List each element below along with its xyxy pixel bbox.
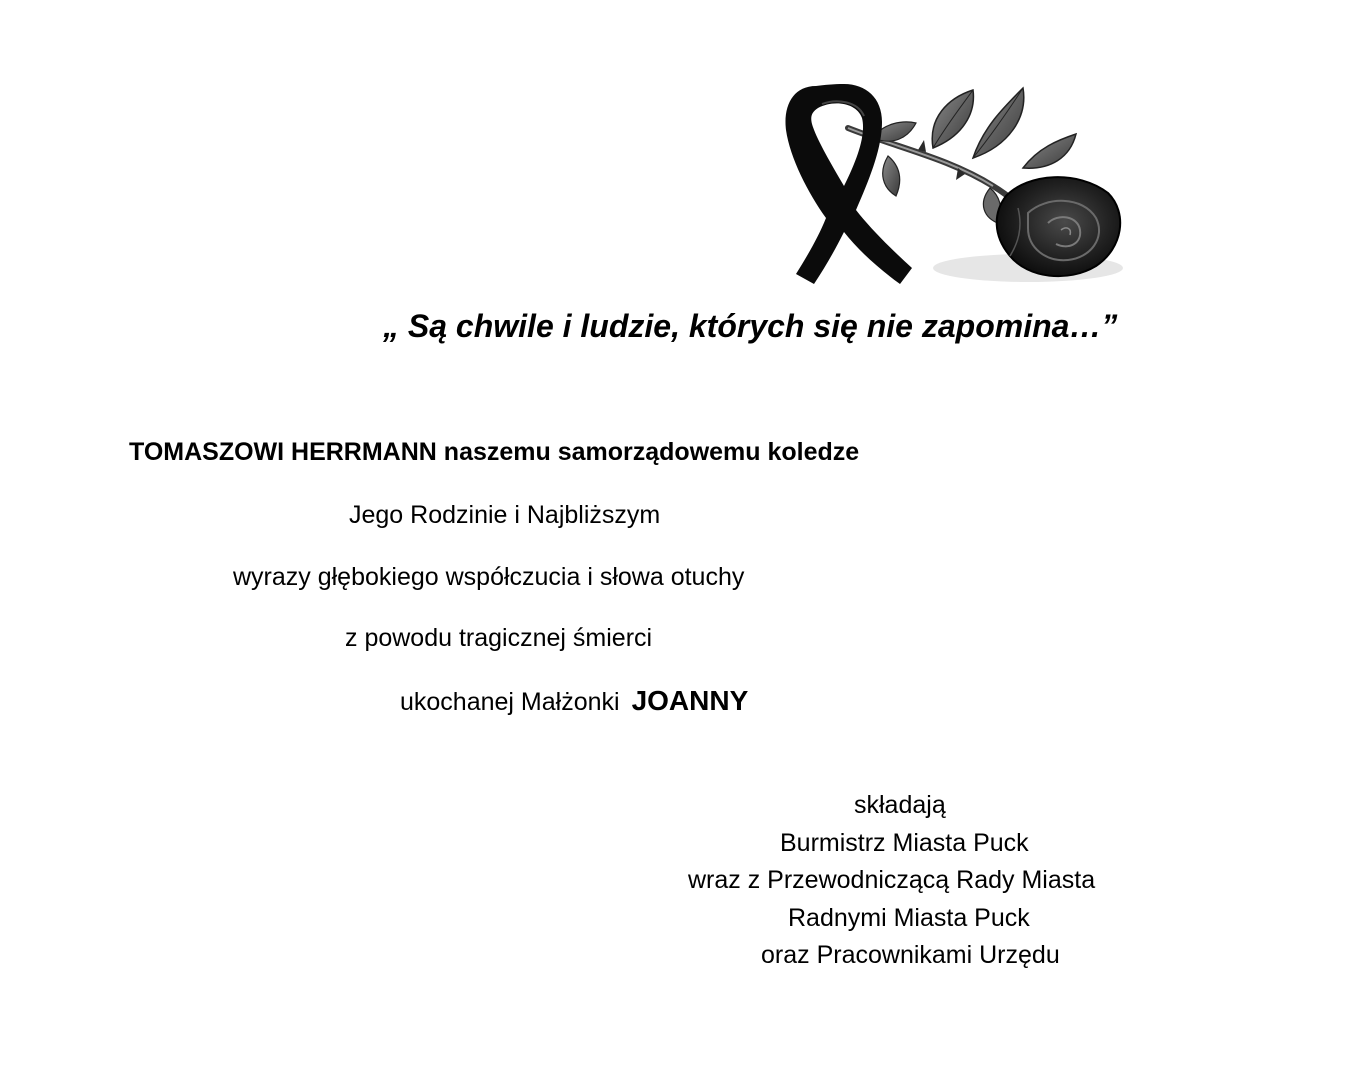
message-line-reason: z powodu tragicznej śmierci <box>345 624 653 652</box>
signer-line: wraz z Przewodniczącą Rady Miasta <box>688 866 1096 894</box>
signer-line: Radnymi Miasta Puck <box>788 903 1030 932</box>
message-line-family: Jego Rodzinie i Najbliższym <box>349 501 661 529</box>
mourning-emblem <box>778 78 1126 294</box>
signer-line: oraz Pracownikami Urzędu <box>761 941 1060 969</box>
signers-block <box>640 787 1200 975</box>
message-line-spouse <box>400 686 748 717</box>
message-line-condolences: wyrazy głębokiego współczucia i słowa otuchy <box>233 563 745 591</box>
spouse-name: JOANNY <box>631 685 749 716</box>
recipient-line: TOMASZOWI HERRMANN naszemu samorządowemu koledze <box>129 438 860 466</box>
spouse-prefix: ukochanej Małżonki <box>400 688 620 716</box>
memorial-quote: „ Są chwile i ludzie, których się nie zapomina…” <box>383 308 1118 344</box>
signer-line: Burmistrz Miasta Puck <box>780 828 1029 857</box>
signer-line: składają <box>854 791 946 819</box>
